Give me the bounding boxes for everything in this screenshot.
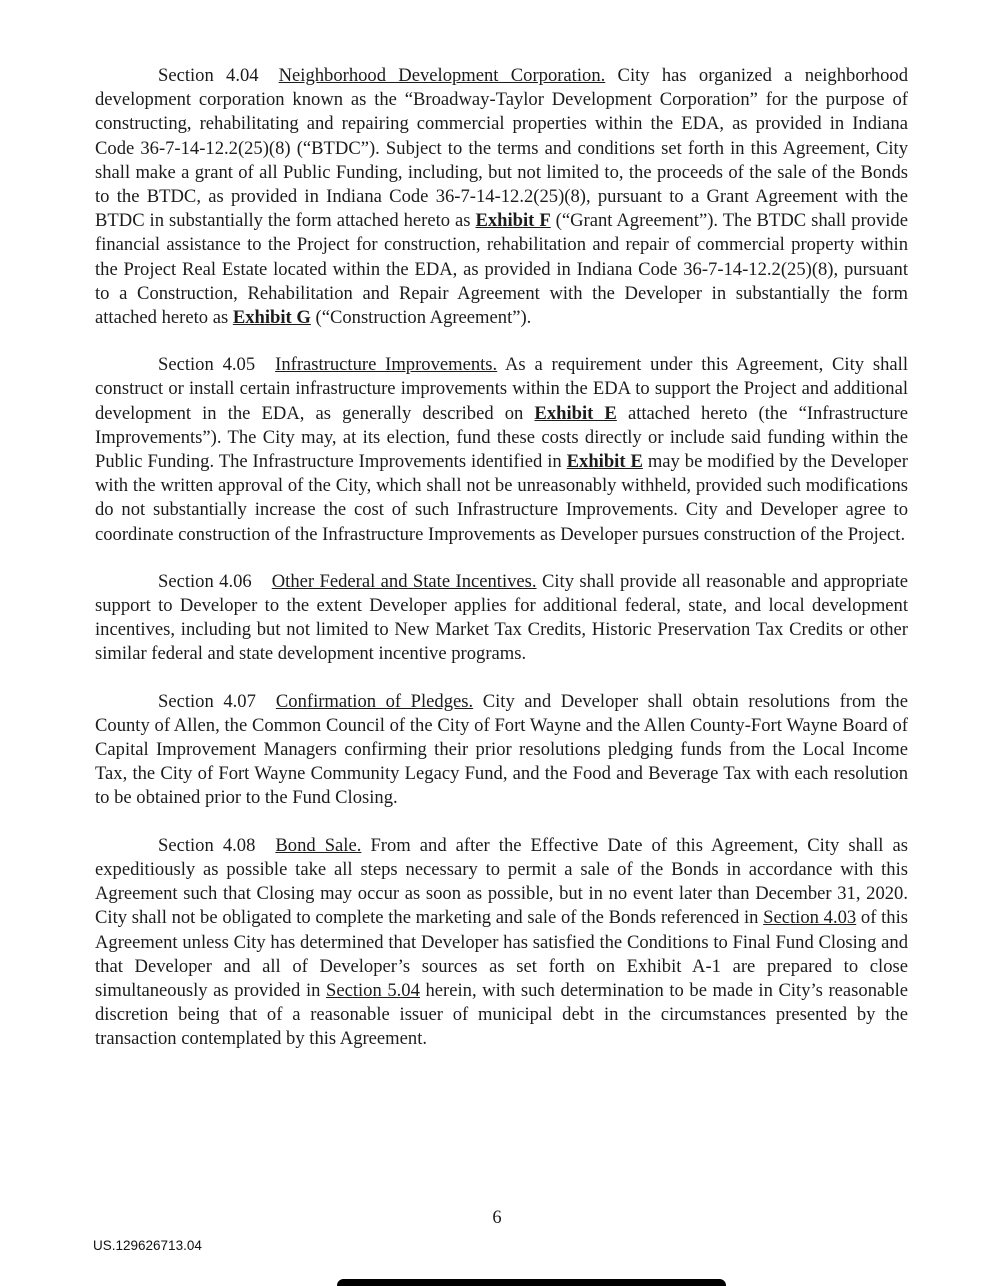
bottom-bar (337, 1279, 726, 1286)
section-title: Infrastructure Improvements. (275, 354, 498, 376)
section-title: Bond Sale. (275, 834, 362, 856)
text-run: City and Developer shall obtain resolutions from the County of Allen, the Common Council of the City of Fort Wayne and the Allen County-Fort Wayne Board of Capital Improvement Managers confirming their prior resolutions pledging funds from the Local Income Tax, the City of Fort Wayne Community Legacy Fund, and the Food and Beverage Tax with each resolution to be obtained prior to the Fund Closing. (95, 690, 908, 809)
section-title: Confirmation of Pledges. (275, 690, 474, 712)
footer-document-id: US.129626713.04 (93, 1238, 202, 1253)
section-label: Section 4.04 (158, 65, 259, 86)
text-run: (“Grant Agreement”). The BTDC shall provide financial assistance to the Project for construction, rehabilitation and repair of commercial property within the Project Real Estate located within the EDA, as provided in Indiana Code 36-7-14-12.2(25)(8), pursuant to a Construction, Rehabilitation and Repair Agreement with the Developer in substantially the form attached hereto as (95, 210, 908, 329)
text-run: As a requirement under this Agreement, City shall construct or install certain infrastructure improvements within the EDA to support the Project and additional development in the EDA, as generally described on (95, 354, 908, 424)
section-title: Other Federal and State Incentives. (271, 570, 537, 592)
text-run: (“Construction Agreement”). (310, 307, 532, 329)
paragraph-section-4-07 (95, 690, 908, 811)
section-title: Neighborhood Development Corporation. (278, 65, 606, 86)
section-label: Section 4.07 (158, 690, 256, 712)
exhibit-ref: Exhibit F (475, 210, 551, 232)
paragraph-section-4-04 (95, 64, 908, 330)
text-run: City has organized a neighborhood development corporation known as the “Broadway-Taylor Development Corporation” for the purpose of constructing, rehabilitating and repairing commercial properties within the EDA, as provided in Indiana Code 36-7-14-12.2(25)(8) (“BTDC”). Subject to the terms and conditions set forth in this Agreement, City shall make a grant of all Public Funding, including, but not limited to, the proceeds of the sale of the Bonds to the BTDC, as provided in Indiana Code 36-7-14-12.2(25)(8), pursuant to a Grant Agreement with the BTDC in substantially the form attached hereto as (95, 65, 909, 232)
paragraph-section-4-05 (95, 353, 908, 547)
text-run: attached hereto (the “Infrastructure Improvements”). The City may, at its election, fund these costs directly or include said funding within the Public Funding. The Infrastructure Improvements identified in (95, 402, 908, 473)
section-label: Section 4.06 (158, 570, 252, 592)
exhibit-ref: Exhibit E (566, 451, 643, 473)
page-number: 6 (492, 1208, 502, 1228)
section-label: Section 4.08 (158, 834, 256, 856)
text-run: City shall provide all reasonable and appropriate support to Developer to the extent Developer applies for additional federal, state, and local development incentives, including but not limited to New Market Tax Credits, Historic Preservation Tax Credits or other similar federal and state development incentive programs. (95, 570, 908, 665)
exhibit-ref: Exhibit G (232, 307, 311, 329)
cross-ref: Section 4.03 (763, 907, 857, 929)
text-run: From and after the Effective Date of this Agreement, City shall as expeditiously as possible take all steps necessary to permit a sale of the Bonds in accordance with this Agreement such that Closing may occur as soon as possible, but in no event later than December 31, 2020. City shall not be obligated to complete the marketing and sale of the Bonds referenced in (95, 834, 909, 929)
paragraph-section-4-08 (95, 834, 908, 1052)
paragraph-section-4-06 (95, 570, 908, 667)
text-run: of this Agreement unless City has determined that Developer has satisfied the Conditions to Final Fund Closing and that Developer and all of Developer’s sources as set forth on Exhibit A-1 are prepared to close simultaneously as provided in (95, 907, 908, 1001)
cross-ref: Section 5.04 (326, 979, 420, 1001)
text-run: may be modified by the Developer with the written approval of the City, which shall not be unreasonably withheld, provided such modifications do not substantially increase the cost of such Infrastructure Improvements. City and Developer agree to coordinate construction of the Infrastructure Improvements as Developer pursues construction of the Project. (95, 451, 908, 545)
document-body (95, 64, 908, 1052)
text-run: herein, with such determination to be made in City’s reasonable discretion being that of a reasonable issuer of municipal debt in the circumstances presented by the transaction contemplated by this Agreement. (95, 979, 908, 1050)
exhibit-ref: Exhibit E (534, 402, 617, 424)
section-label: Section 4.05 (158, 354, 256, 376)
